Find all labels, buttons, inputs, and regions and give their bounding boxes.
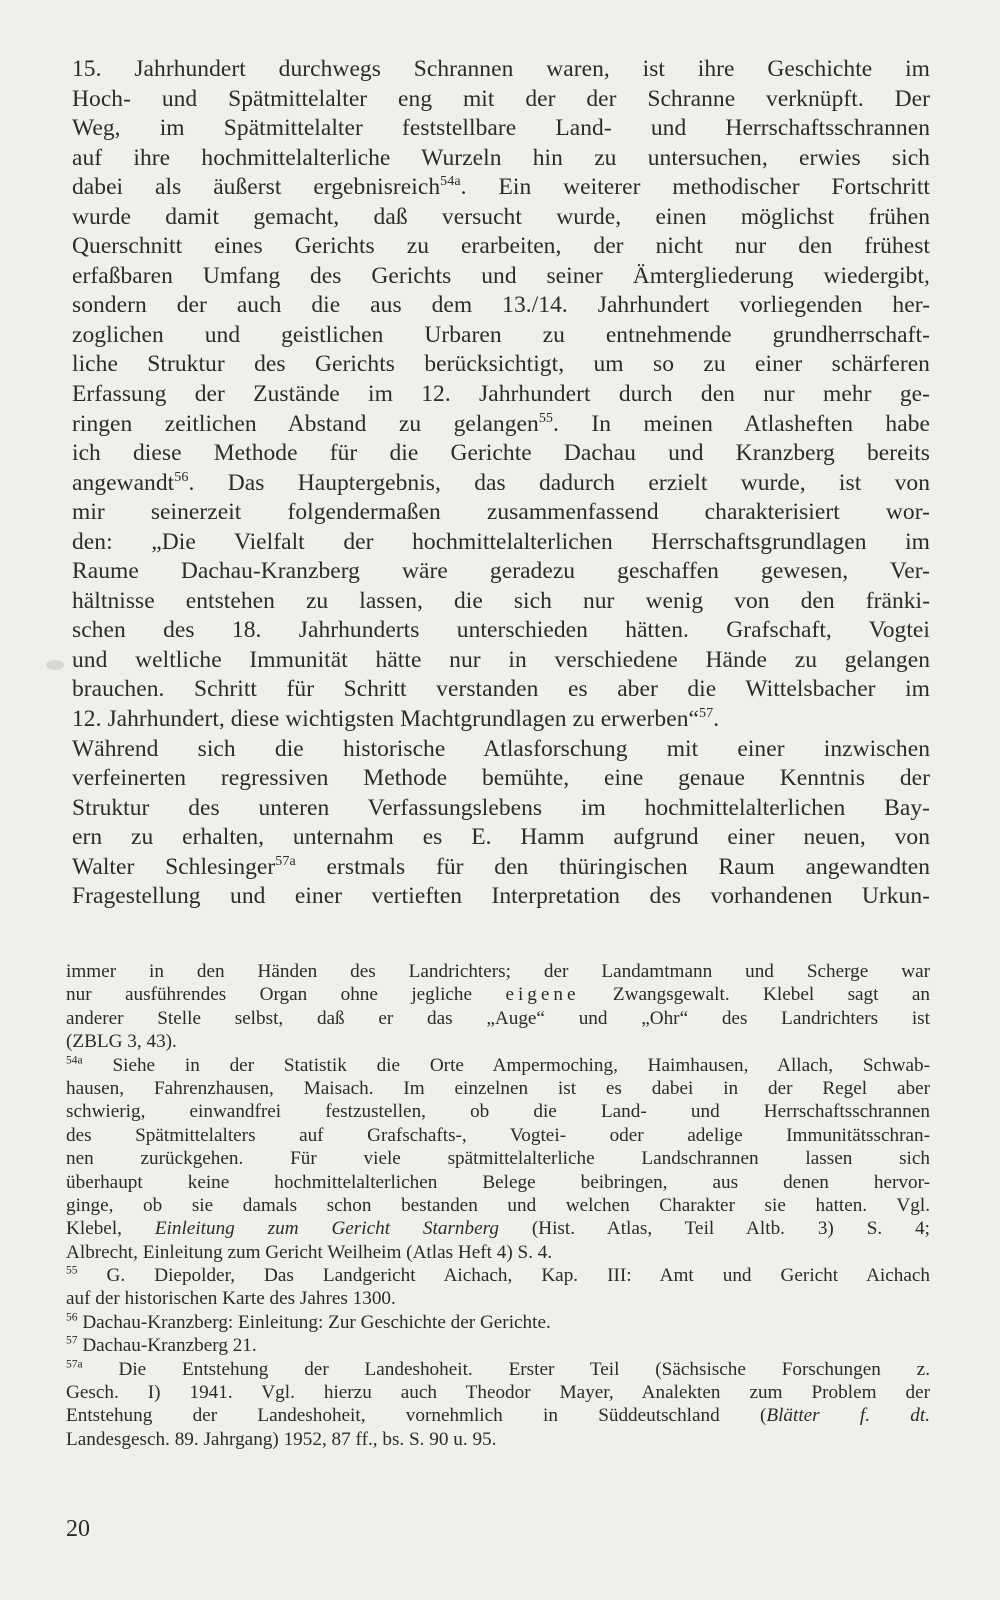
footnote-line: immer in den Händen des Landrichters; der Landamtmann und Scherge war xyxy=(66,961,930,982)
text-segment: 12. Jahrhundert, diese wichtigsten Machtgrundlagen zu erwerben“ xyxy=(72,706,699,733)
text-line: schen des 18. Jahrhunderts unterschieden hätten. Grafschaft, Vogtei xyxy=(72,617,930,644)
footnote-line xyxy=(66,1264,930,1287)
footnote-line: auf der historischen Karte des Jahres 1300. xyxy=(66,1288,396,1310)
text-line xyxy=(72,173,930,203)
text-line: ich diese Methode für die Gerichte Dachau und Kranzberg bereits xyxy=(72,440,930,467)
text-segment: Siehe in der Statistik die Orte Ampermoching, Haimhausen, Allach, Schwab- xyxy=(82,1054,930,1076)
text-segment: . Das Hauptergebnis, das dadurch erzielt wurde, ist von xyxy=(188,469,930,496)
footnote-line: überhaupt keine hochmittelalterlichen Belege beibringen, aus denen hervor- xyxy=(66,1171,930,1193)
text-segment: . In meinen Atlasheften habe xyxy=(553,410,930,437)
text-segment: Die Entstehung der Landeshoheit. Erster Teil (Sächsische Forschungen z. xyxy=(82,1358,930,1380)
footnote-line: ginge, ob sie damals schon bestanden und welchen Charakter sie hatten. Vgl. xyxy=(66,1194,930,1216)
footnote-ref: 54a xyxy=(440,173,461,190)
footnote-ref: 57 xyxy=(699,705,714,722)
text-segment: Walter Schlesinger xyxy=(72,853,276,880)
text-line: Hoch- und Spätmittelalter eng mit der der Schranne verknüpft. Der xyxy=(72,85,930,112)
text-line: liche Struktur des Gerichts berücksichtigt, um so zu einer schärferen xyxy=(72,351,930,378)
text-line: Struktur des unteren Verfassungslebens im hochmittelalterlichen Bay- xyxy=(72,794,930,821)
footnote-line xyxy=(66,983,930,1006)
footnotes xyxy=(66,960,930,1451)
text-segment: Zwangsgewalt. Klebel sagt an xyxy=(579,984,930,1006)
footnote-line: hausen, Fahrenzhausen, Maisach. Im einzelnen ist es dabei in der Regel aber xyxy=(66,1077,930,1099)
text-line: ern zu erhalten, unternahm es E. Hamm aufgrund einer neuen, von xyxy=(72,824,930,851)
text-segment: . Ein weiterer methodischer Fortschritt xyxy=(460,174,930,201)
footnote-mark: 54a xyxy=(66,1054,83,1067)
footnote-mark: 57 xyxy=(66,1334,78,1347)
footnote-line xyxy=(66,1358,930,1381)
footnote-line: schwierig, einwandfrei festzustellen, ob die Land- und Herrschaftsschrannen xyxy=(66,1101,930,1123)
text-line xyxy=(72,469,930,499)
text-segment: G. Diepolder, Das Landgericht Aichach, Kap. III: Amt und Gericht Aichach xyxy=(77,1265,930,1287)
main-text xyxy=(72,55,930,912)
footnote-line xyxy=(66,1054,930,1077)
footnote-ref: 56 xyxy=(174,468,189,485)
text-line: auf ihre hochmittelalterliche Wurzeln hin zu untersuchen, erwies sich xyxy=(72,144,930,171)
text-line: wurde damit gemacht, daß versucht wurde, einen möglichst frühen xyxy=(72,203,930,230)
text-line: Fragestellung und einer vertieften Interpretation des vorhandenen Urkun- xyxy=(72,883,930,910)
text-line: erfaßbaren Umfang des Gerichts und seiner Ämtergliederung wiedergibt, xyxy=(72,262,930,289)
text-segment: . xyxy=(713,706,720,733)
text-line: und weltliche Immunität hätte nur in verschiedene Hände zu gelangen xyxy=(72,646,930,673)
text-line xyxy=(72,410,930,440)
footnote-line: Albrecht, Einleitung zum Gericht Weilheim (Atlas Heft 4) S. 4. xyxy=(66,1241,553,1263)
text-line: hältnisse entstehen zu lassen, die sich nur wenig von den fränki- xyxy=(72,587,930,614)
italic-title: Blätter f. dt. xyxy=(766,1405,930,1427)
ink-smudge xyxy=(46,660,64,670)
text-line xyxy=(72,853,930,883)
footnote-line xyxy=(66,1311,930,1334)
footnote-mark: 57a xyxy=(66,1358,83,1371)
text-segment: Klebel, xyxy=(66,1218,155,1240)
italic-title: Einleitung zum Gericht Starnberg xyxy=(154,1218,499,1240)
text-line: verfeinerten regressiven Methode bemühte, eine genaue Kenntnis der xyxy=(72,765,930,792)
text-line: 15. Jahrhundert durchwegs Schrannen waren, ist ihre Geschichte im xyxy=(72,56,930,82)
text-segment: ringen zeitlichen Abstand zu gelangen xyxy=(72,410,539,437)
footnote-line: Landesgesch. 89. Jahrgang) 1952, 87 ff., bs. S. 90 u. 95. xyxy=(66,1428,497,1450)
footnote-ref: 57a xyxy=(275,852,296,869)
footnote-mark: 56 xyxy=(66,1311,78,1324)
text-segment: nur ausführendes Organ ohne jegliche xyxy=(66,984,506,1006)
text-line: sondern der auch die aus dem 13./14. Jahrhundert vorliegenden her- xyxy=(72,292,930,319)
footnote-ref: 55 xyxy=(538,409,554,426)
footnote-line: Gesch. I) 1941. Vgl. hierzu auch Theodor Mayer, Analekten zum Problem der xyxy=(66,1382,930,1404)
text-line xyxy=(72,705,930,735)
footnote-mark: 55 xyxy=(66,1264,78,1277)
spaced-emphasis: eigene xyxy=(505,984,580,1006)
text-line: Weg, im Spätmittelalter feststellbare Land- und Herrschaftsschrannen xyxy=(72,115,930,142)
text-line: mir seinerzeit folgendermaßen zusammenfassend charakterisiert wor- xyxy=(72,499,930,526)
footnote-line: des Spätmittelalters auf Grafschafts-, Vogtei- oder adelige Immunitätsschran- xyxy=(66,1124,930,1146)
text-segment: Dachau-Kranzberg 21. xyxy=(77,1335,257,1357)
text-segment: Dachau-Kranzberg: Einleitung: Zur Geschichte der Gerichte. xyxy=(77,1311,551,1333)
text-segment: angewandt xyxy=(72,469,175,496)
text-segment: erstmals für den thüringischen Raum angewandten xyxy=(295,853,930,880)
text-line: Erfassung der Zustände im 12. Jahrhundert durch den nur mehr ge- xyxy=(72,381,930,408)
footnote-line: (ZBLG 3, 43). xyxy=(66,1031,177,1053)
footnote-line xyxy=(66,1334,930,1357)
text-segment: Entstehung der Landeshoheit, vornehmlich in Süddeutschland ( xyxy=(66,1405,767,1427)
text-segment: dabei als äußerst ergebnisreich xyxy=(72,174,441,201)
footnote-line: anderer Stelle selbst, daß er das „Auge“ und „Ohr“ des Landrichters ist xyxy=(66,1007,930,1029)
footnote-line xyxy=(66,1404,930,1427)
text-line: brauchen. Schritt für Schritt verstanden es aber die Wittelsbacher im xyxy=(72,676,930,703)
text-segment: (Hist. Atlas, Teil Altb. 3) S. 4; xyxy=(498,1218,930,1240)
page-number: 20 xyxy=(66,1516,90,1542)
footnote-line: nen zurückgehen. Für viele spätmittelalterliche Landschrannen lassen sich xyxy=(66,1148,930,1170)
text-line: Querschnitt eines Gerichts zu erarbeiten, der nicht nur den frühest xyxy=(72,233,930,260)
text-line: Raume Dachau-Kranzberg wäre geradezu geschaffen gewesen, Ver- xyxy=(72,558,930,585)
footnote-line xyxy=(66,1217,930,1240)
text-line: zoglichen und geistlichen Urbaren zu entnehmende grundherrschaft- xyxy=(72,321,930,348)
text-line: den: „Die Vielfalt der hochmittelalterlichen Herrschaftsgrundlagen im xyxy=(72,528,930,555)
text-line: Während sich die historische Atlasforschung mit einer inzwischen xyxy=(72,735,930,762)
